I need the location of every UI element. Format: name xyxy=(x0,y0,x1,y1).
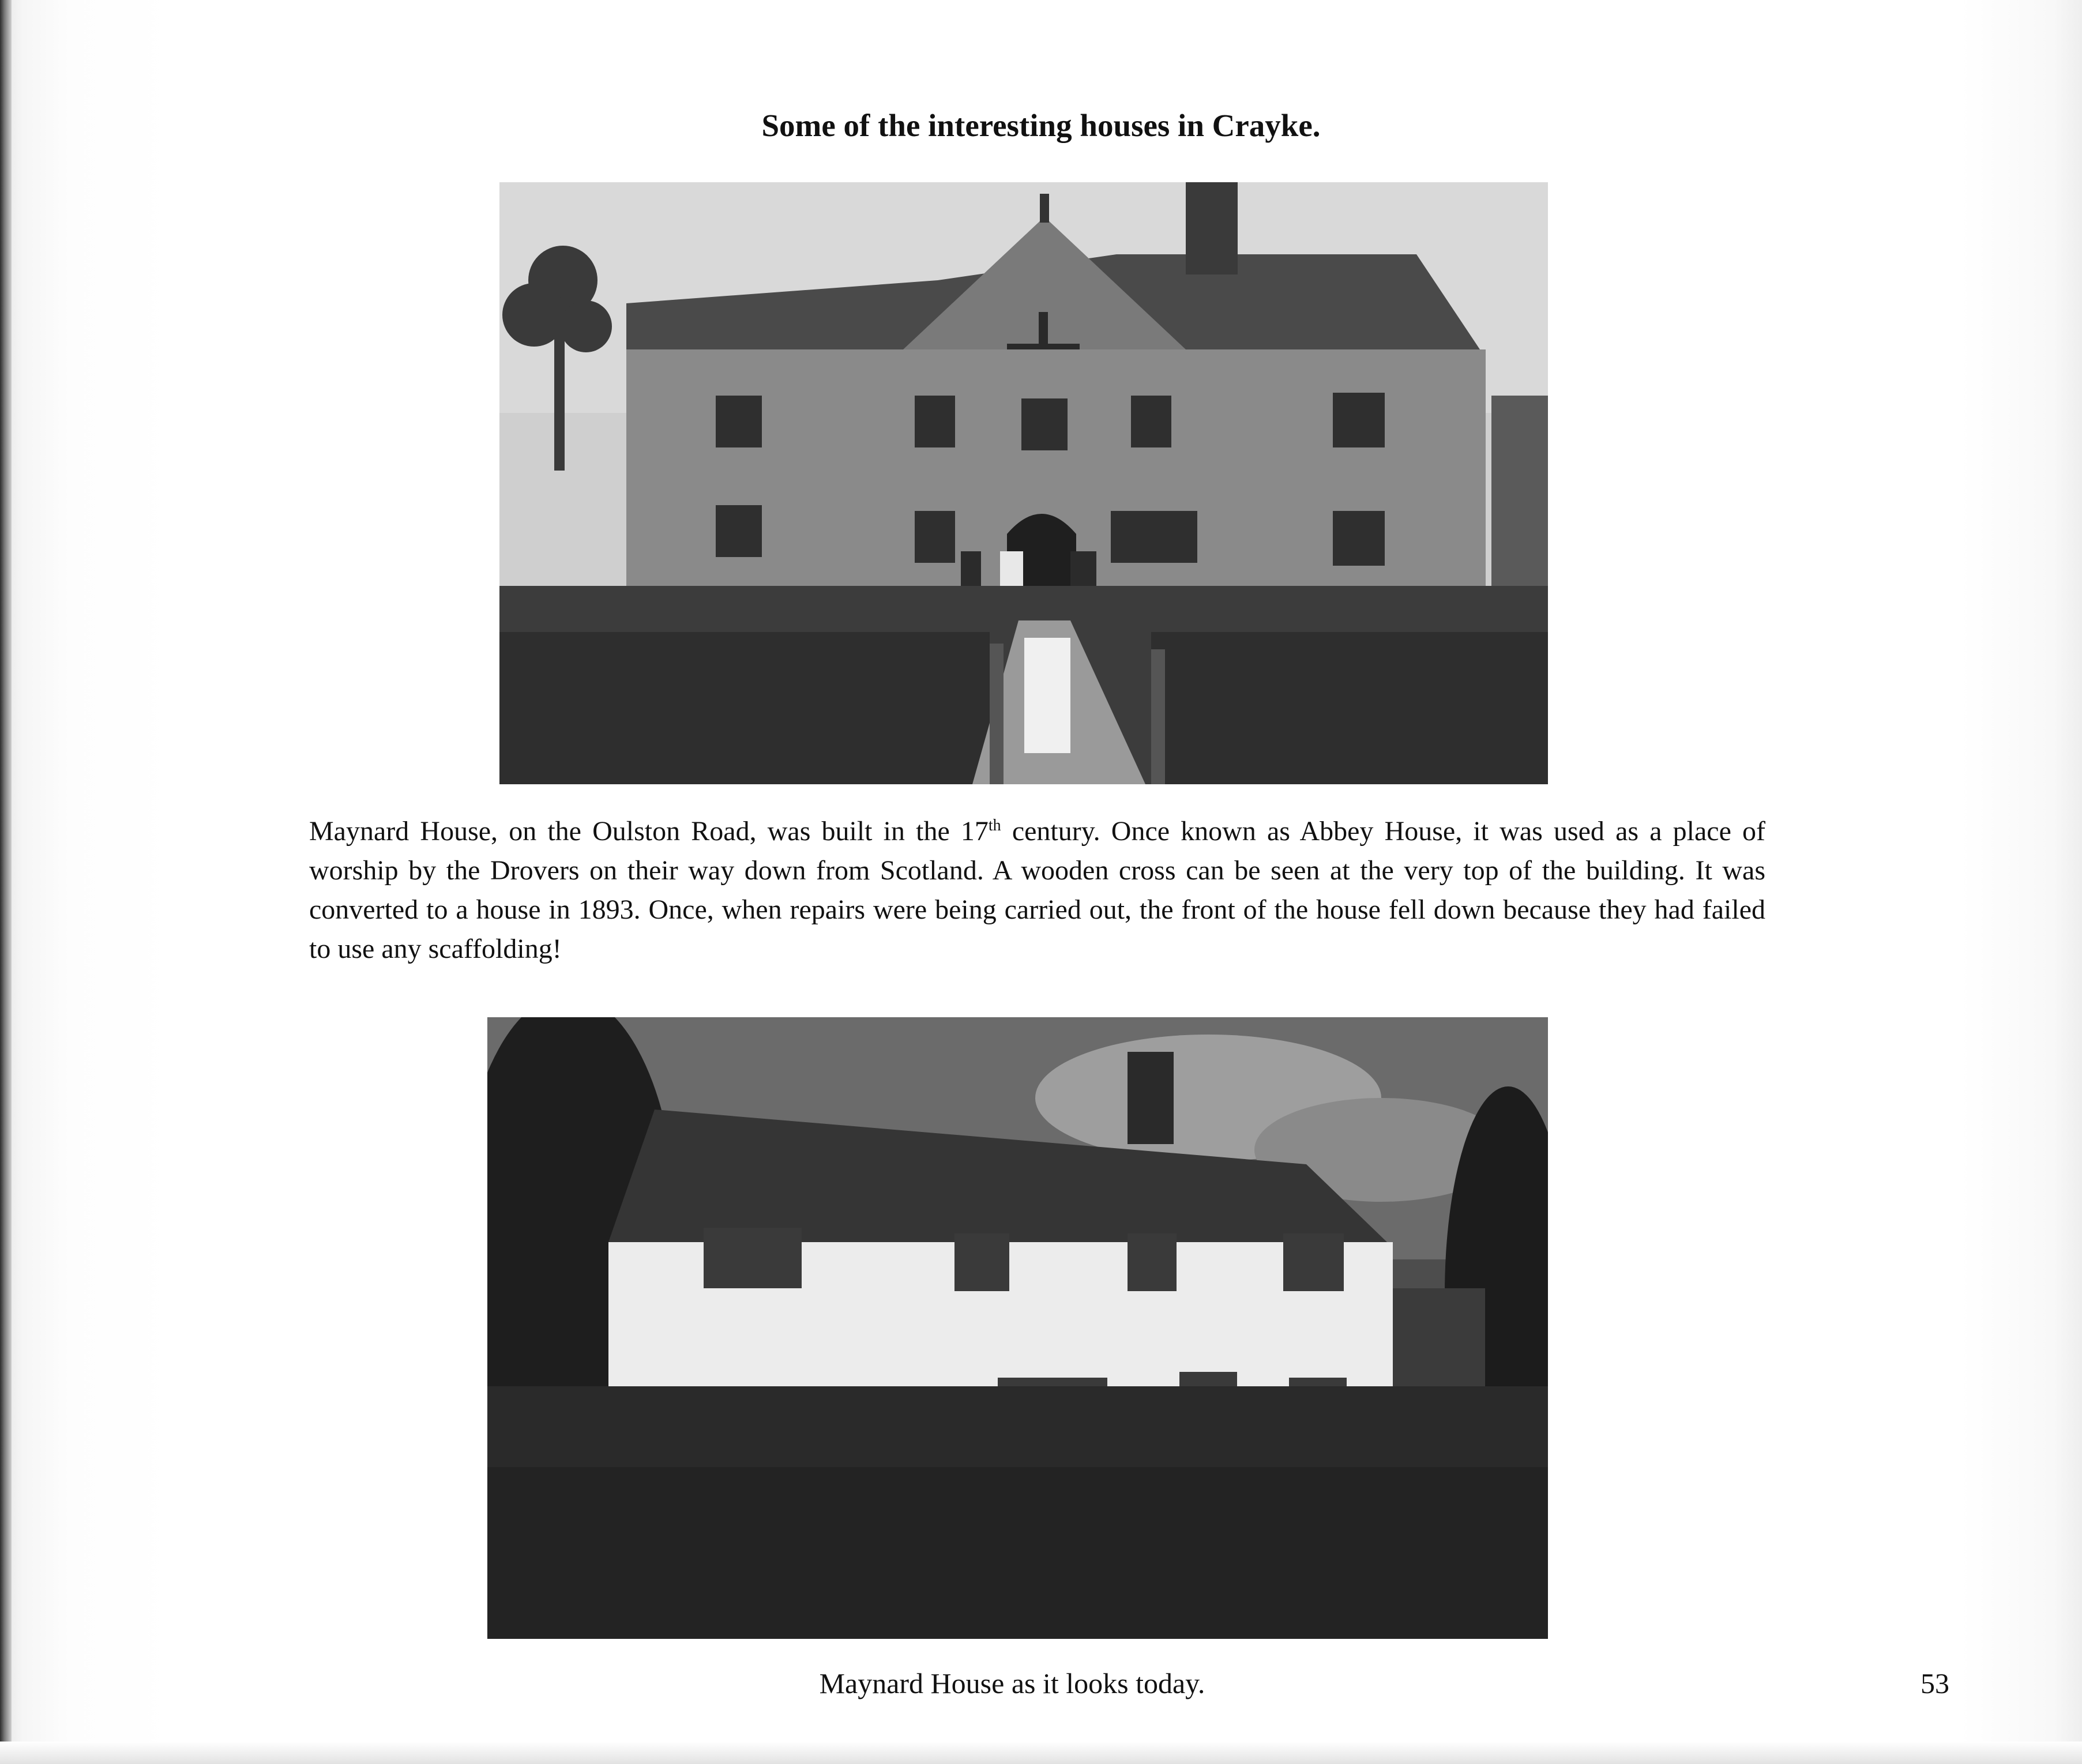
historic-house-photo-image xyxy=(499,182,1548,784)
photo-caption: Maynard House as it looks today. xyxy=(819,1667,1205,1699)
page-heading: Some of the interesting houses in Crayke. xyxy=(761,108,1321,143)
description-text-part1: Maynard House, on the Oulston Road, was built in the 17 xyxy=(309,816,989,847)
modern-house-photo xyxy=(487,1017,1548,1639)
page-number: 53 xyxy=(1921,1667,1949,1699)
modern-house-photo-image xyxy=(487,1017,1548,1639)
book-spine-shadow xyxy=(0,0,12,1764)
historic-house-photo xyxy=(499,182,1548,784)
description-text-part2: century. Once known as Abbey House, it was used as a place of worship by the Drovers on their way down from Scotland. A wooden cross can be seen at the very top of the building. It was converted to a house in 1893. Once, when repairs were being carried out, the front of the house fell down because they had failed to use any scaffolding! xyxy=(309,816,1766,964)
description-superscript: th xyxy=(988,817,1001,834)
page-bottom-edge xyxy=(0,1742,2082,1764)
house-description xyxy=(309,812,1765,969)
